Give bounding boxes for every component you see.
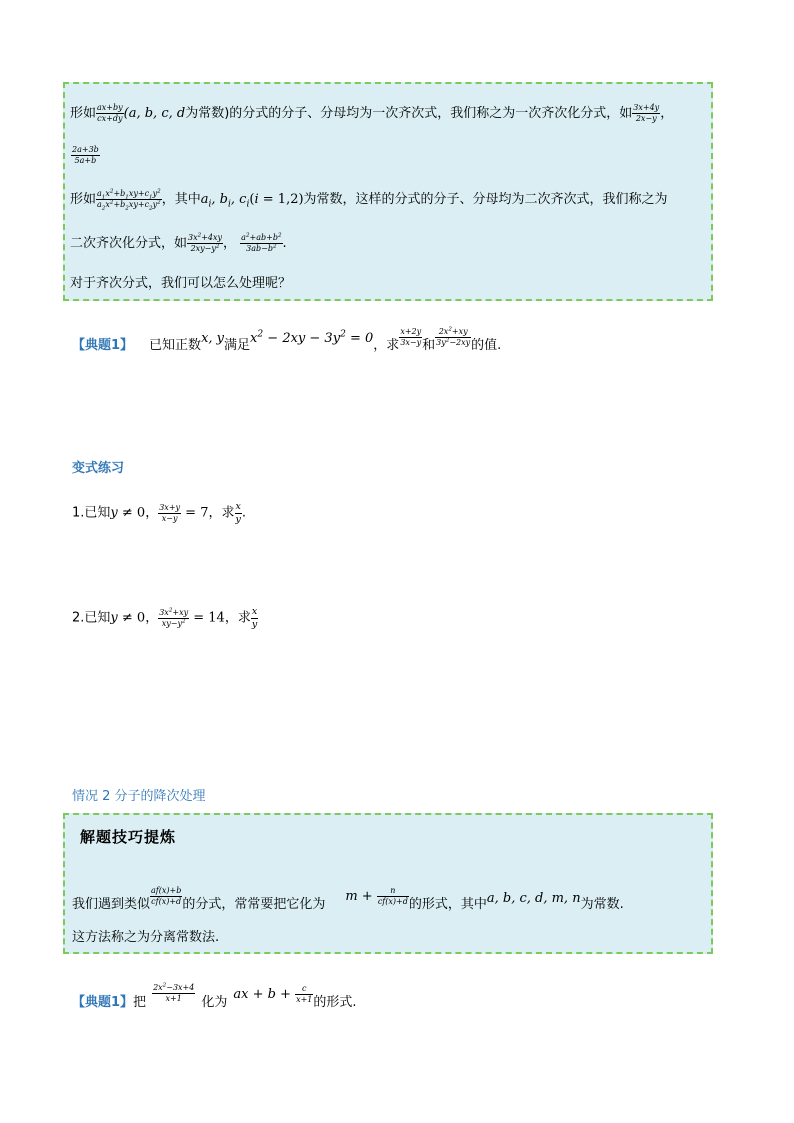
variant-q2: 2.已知y ≠ 0， $\frac{3x^2+xy}{xy-y^2}$ = 14，求 $\frac{x}{y}$ [72,606,258,630]
text: 和 [422,338,436,353]
text: ，其中 [161,192,201,207]
text: 的值. [471,338,502,353]
box2-line1: 我们遇到类似 $\frac{af(x)+b}{cf(x)+d}$ 的分式，常常要把它化为m + $\frac{n}{cf(x)+d}$ 的形式，其中a, b, c, d, m, n为常数. [72,886,624,912]
text: 为常数. [580,897,624,912]
formula-fraction: $\frac{3x^2+xy}{xy-y^2}$ [159,606,189,628]
example1-problem: 【典题1】 已知正数x, y满足$x^2 - 2xy - 3y^2 = 0$，求 $\frac{x+2y}{3x-y}$ 和 $\frac{2x^2+xy}{3y^2-2xy}$ 的值. [72,326,502,353]
text: 的分式，常常要把它化为 [182,897,326,912]
formula-fraction: $\frac{3x^2+4xy}{2xy-y^2}$ [188,232,223,253]
section2-heading: 情况 2 分子的降次处理 [72,789,206,804]
text: ， [145,610,159,626]
text: 2.已知 [72,610,111,626]
text: 已知正数 [149,338,202,353]
example-tag: 【典题1】 [72,338,134,353]
example2-problem: 【典题1】把 $\frac{2x^2-3x+4}{x+1}$ 化为ax + b + $\frac{c}{x+1}$ 的形式. [72,982,357,1010]
variant-q1: 1.已知y ≠ 0， $\frac{3x+y}{x-y}$ = 7，求 $\frac{x}{y}$ . [72,501,247,525]
formula-fraction: $\frac{3x+4y}{2x-y}$ [633,103,660,123]
box1-example-fraction [71,146,100,165]
box2-line2: 这方法称之为分离常数法. [72,930,220,945]
technique-title: 解题技巧提炼 [80,828,177,846]
text: ， [145,505,159,521]
formula-fraction: $\frac{x}{y}$ [251,606,258,630]
text: 形如 [70,106,97,121]
text: 的形式. [313,995,357,1010]
variant-heading: 变式练习 [72,461,125,476]
text: 我们遇到类似 [72,897,151,912]
box1-line2: 形如 $\frac{a_1x^2+b_1xy+c_1y^2}{a_2x^2+b_2xy+c_2y^2}$ ，其中$a_i$, $b_i$, $c_i(i = 1,2)$为常数，这样的分式的分子、分母均为二次齐次式，我们称之为 [70,188,668,212]
text: 化为 [201,995,228,1010]
box1-line1: 形如 $\frac{ax+by}{cx+dy}$ (a, b, c, d为常数)的分式的分子、分母均为一次齐次式，我们称之为一次齐次化分式，如 $\frac{3x+4y}{2x-y}$ ， [70,103,674,123]
text: ， [223,236,237,251]
text: ，求 [208,505,235,521]
formula-fraction: $\frac{a^2+ab+b^2}{3ab-b^2}$ [241,232,282,253]
text: 二次齐次化分式，如 [70,236,188,251]
text: . [241,505,247,521]
formula-fraction: $\frac{c}{x+1}$ [296,984,313,1004]
text: . [282,236,287,251]
formula-fraction: $\frac{n}{cf(x)+d}$ [377,886,408,906]
text: ， [660,106,674,121]
text: 的形式，其中 [408,897,487,912]
formula-fraction: $\frac{2x^2-3x+4}{x+1}$ [153,982,195,1003]
formula-fraction: $\frac{x+2y}{3x-y}$ [400,327,422,347]
formula-fraction: $\frac{af(x)+b}{cf(x)+d}$ [151,886,182,906]
formula-fraction: $\frac{3x+y}{x-y}$ [159,502,181,523]
text: 把 [133,995,147,1010]
text: 满足 [224,338,251,353]
formula-fraction: $\frac{2a+3b}{5a+b}$ [72,145,99,165]
text: ，求 [373,338,400,353]
box1-line4: 对于齐次分式，我们可以怎么处理呢？ [70,276,292,291]
formula-fraction: $\frac{x}{y}$ [235,501,241,525]
text: 为常数)的分式的分子、分母均为一次齐次式，我们称之为一次齐次化分式，如 [185,106,633,121]
box1-line3 [70,234,287,253]
text: 为常数，这样的分式的分子、分母均为二次齐次式，我们称之为 [303,192,668,207]
formula-fraction: $\frac{ax+by}{cx+dy}$ [97,103,123,123]
text: ，求 [224,610,251,626]
formula-fraction: $\frac{a_1x^2+b_1xy+c_1y^2}{a_2x^2+b_2xy+c_2y^2}$ [97,188,161,212]
example-tag: 【典题1】 [72,995,134,1010]
formula-fraction: $\frac{2x^2+xy}{3y^2-2xy}$ [436,326,471,347]
text: 形如 [70,192,97,207]
text: 1.已知 [72,505,111,521]
